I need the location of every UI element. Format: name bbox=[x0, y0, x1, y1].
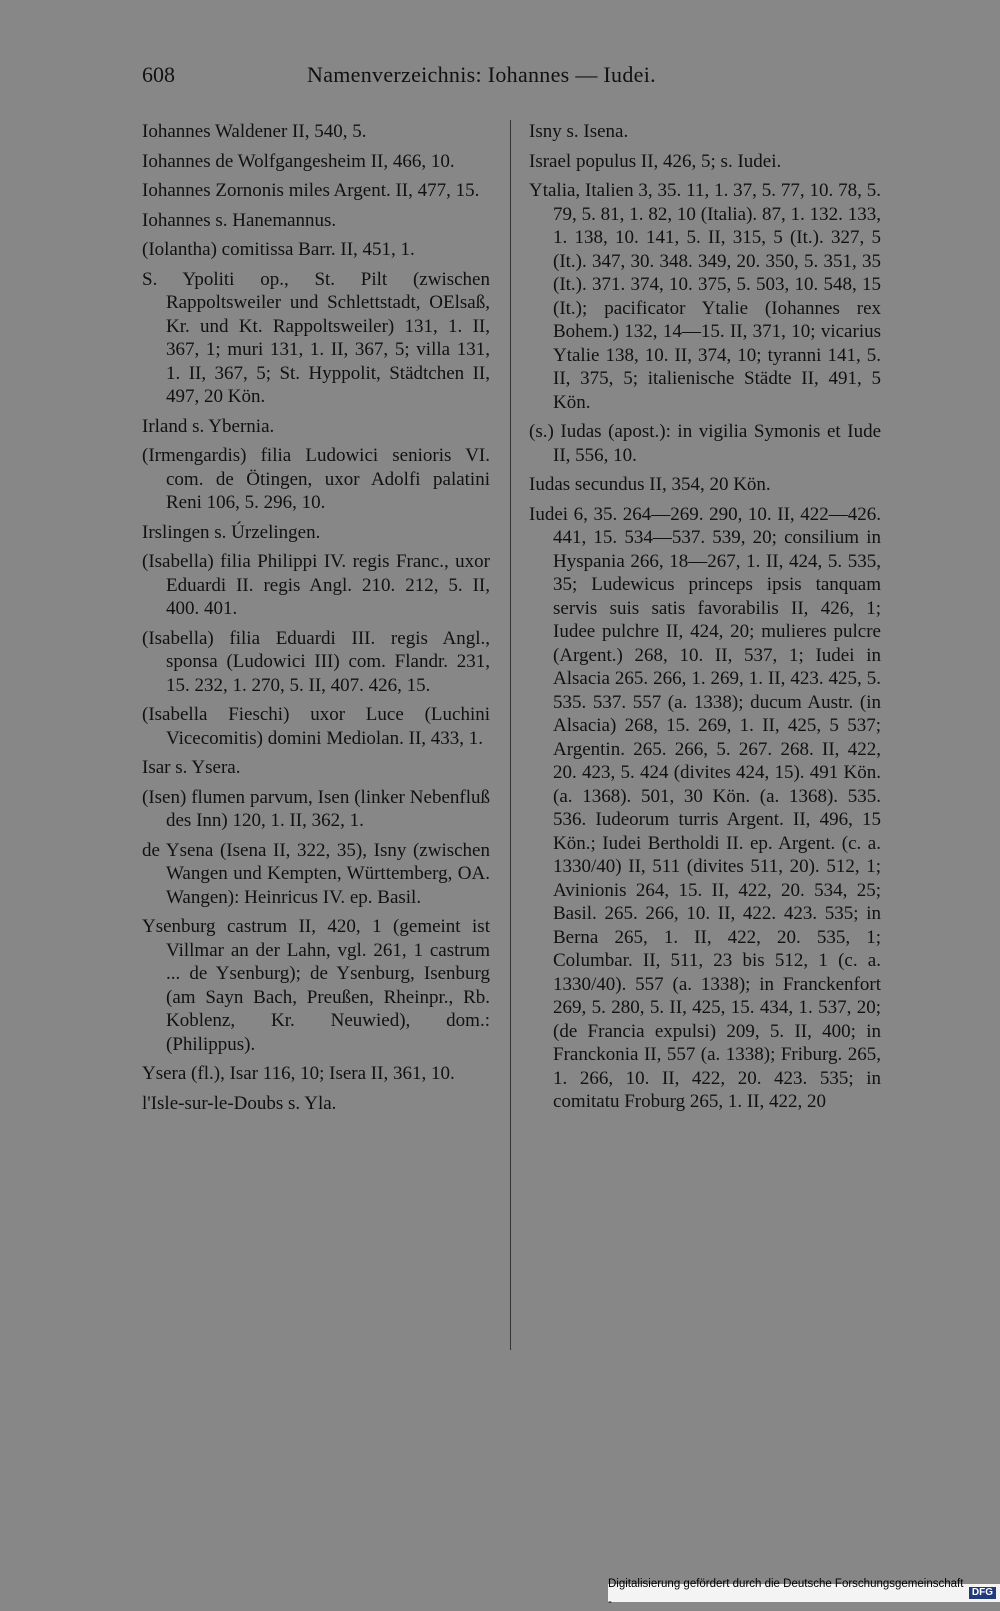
index-column-left bbox=[142, 120, 490, 1121]
running-head: Namenverzeichnis: Iohannes — Iudei. bbox=[307, 62, 656, 87]
index-entry: Iudas secundus II, 354, 20 Kön. bbox=[529, 474, 771, 495]
index-entry: (Isabella) filia Eduardi III. regis Angl., sponsa (Ludowici III) com. Flandr. 231, 15. 232, 1. 270, 5. II, 407. 426, 15. bbox=[142, 627, 490, 696]
index-entry: Irland s. Ybernia. bbox=[142, 415, 275, 437]
index-entry: Isny s. Isena. bbox=[529, 121, 629, 142]
digitization-footer bbox=[608, 1578, 1000, 1608]
index-entry: Iudei 6, 35. 264—269. 290, 10. II, 422—426. 441, 15. 534—537. 539, 20; consilium in Hyspania 266, 18—267, 1. II, 424, 5. 535, 35; Ludewicus princeps ipsis tanquam servis suis satis favorabilis II, 426, 1; Iudee pulchre II, 424, 20; mulieres pulcre (Argent.) 268, 10. II, 537, 1; Iudei in Alsacia 265. 266, 1. 269, 1. II, 423. 425, 5. 535. 537. 557 (a. 1338); ducum Austr. (in Alsacia) 268, 15. 269, 1. II, 425, 5 537; Argentin. 265. 266, 5. 267. 268. II, 422, 20. 423, 5. 424 (divites 424, 15). 491 Kön. (a. 1368). 501, 30 Kön. (a. 1368). 535. 536. Iudeorum turris Argent. II, 496, 15 Kön.; Iudei Bertholdi II. ep. Argent. (c. a. 1330/40) II, 511 (divites 511, 20). 512, 1; Avinionis 264, 15. II, 422, 20. 534, 25; Basil. 265. 266, 10. II, 422. 423. 535; in Berna 265, 1. II, 422, 20. 535, 1; Columbar. II, 511, 23 bis 512, 1 (c. a. 1330/40). 557 (a. 1338); in Franckenfort 269, 5. 280, 5. II, 425, 15. 434, 1. 537, 20; (de Francia expulsi) 209, 5. II, 400; in Franckonia II, 557 (a. 1338); Friburg. 265, 1. 266, 10. II, 422, 20. 423. 535; in comitatu Froburg 265, 1. II, 422, 20 bbox=[529, 503, 881, 1112]
index-entry: Iohannes de Wolfgangesheim II, 466, 10. bbox=[142, 150, 455, 172]
index-entry: S. Ypoliti op., St. Pilt (zwischen Rappoltsweiler und Schlettstadt, OElsaß, Kr. und Kt. Rappoltsweiler) 131, 1. II, 367, 1; muri 131, 1. II, 367, 5; villa 131, 1. II, 367, 5; St. Hyppolit, Städtchen II, 497, 20 Kön. bbox=[142, 268, 490, 407]
index-entry: (Isabella Fieschi) uxor Luce (Luchini Vicecomitis) domini Mediolan. II, 433, 1. bbox=[142, 704, 490, 749]
index-entry: Iohannes Waldener II, 540, 5. bbox=[142, 121, 367, 142]
index-entry: (Isen) flumen parvum, Isen (linker Nebenfluß des Inn) 120, 1. II, 362, 1. bbox=[142, 786, 490, 831]
index-entry: (Irmengardis) filia Ludowici senioris VI. com. de Ötingen, uxor Adolfi palatini Reni 106, 5. 296, 10. bbox=[142, 445, 490, 513]
index-entry: Iohannes s. Hanemannus. bbox=[142, 209, 337, 231]
index-entry: Iohannes Zornonis miles Argent. II, 477, 15. bbox=[142, 180, 480, 201]
index-entry: l'Isle-sur-le-Doubs s. Yla. bbox=[142, 1092, 337, 1114]
index-entry: (Isabella) filia Philippi IV. regis Franc., uxor Eduardi II. regis Angl. 210. 212, 5. II, 400. 401. bbox=[142, 551, 490, 619]
page-number: 608 bbox=[142, 62, 175, 87]
index-entry: Ytalia, Italien 3, 35. 11, 1. 37, 5. 77, 10. 78, 5. 79, 5. 81, 1. 82, 10 (Italia). 87, 1. 132. 133, 1. 138, 10. 141, 5. II, 315, 5 (It.). 327, 5 (It.). 347, 30. 348. 349, 20. 350, 5. 351, 35 (It.). 371. 374, 10. 375, 5. 503, 10. 548, 15 (It.); pacificator Ytalie (Iohannes rex Bohem.) 132, 14—15. II, 371, 10; vicarius Ytalie 138, 10. II, 374, 10; tyranni 141, 5. II, 375, 5; italienische Städte II, 491, 5 Kön. bbox=[529, 180, 881, 413]
index-entry: Israel populus II, 426, 5; s. Iudei. bbox=[529, 150, 782, 172]
index-entry: (s.) Iudas (apost.): in vigilia Symonis et Iude II, 556, 10. bbox=[529, 421, 881, 466]
index-entry: de Ysena (Isena II, 322, 35), Isny (zwischen Wangen und Kempten, Württemberg, OA. Wangen): Heinricus IV. ep. Basil. bbox=[142, 839, 490, 908]
page-header bbox=[142, 62, 882, 98]
dfg-logo: DFG bbox=[969, 1587, 996, 1599]
index-entry: Irslingen s. Úrzelingen. bbox=[142, 521, 321, 543]
column-divider bbox=[510, 120, 511, 1350]
footer-text: Digitalisierung gefördert durch die Deutsche Forschungsgemeinschaft - bbox=[608, 1578, 964, 1608]
index-entry: (Iolantha) comitissa Barr. II, 451, 1. bbox=[142, 239, 415, 260]
index-entry: Ysera (fl.), Isar 116, 10; Isera II, 361, 10. bbox=[142, 1063, 455, 1084]
index-entry: Ysenburg castrum II, 420, 1 (gemeint ist Villmar an der Lahn, vgl. 261, 1 castrum ... de Ysenburg); de Ysenburg, Isenburg (am Sayn Bach, Preußen, Rheinpr., Rb. Koblenz, Kr. Neuwied), dom.: (Philippus). bbox=[142, 916, 490, 1055]
index-entry: Isar s. Ysera. bbox=[142, 757, 241, 778]
index-column-right bbox=[529, 120, 881, 1120]
